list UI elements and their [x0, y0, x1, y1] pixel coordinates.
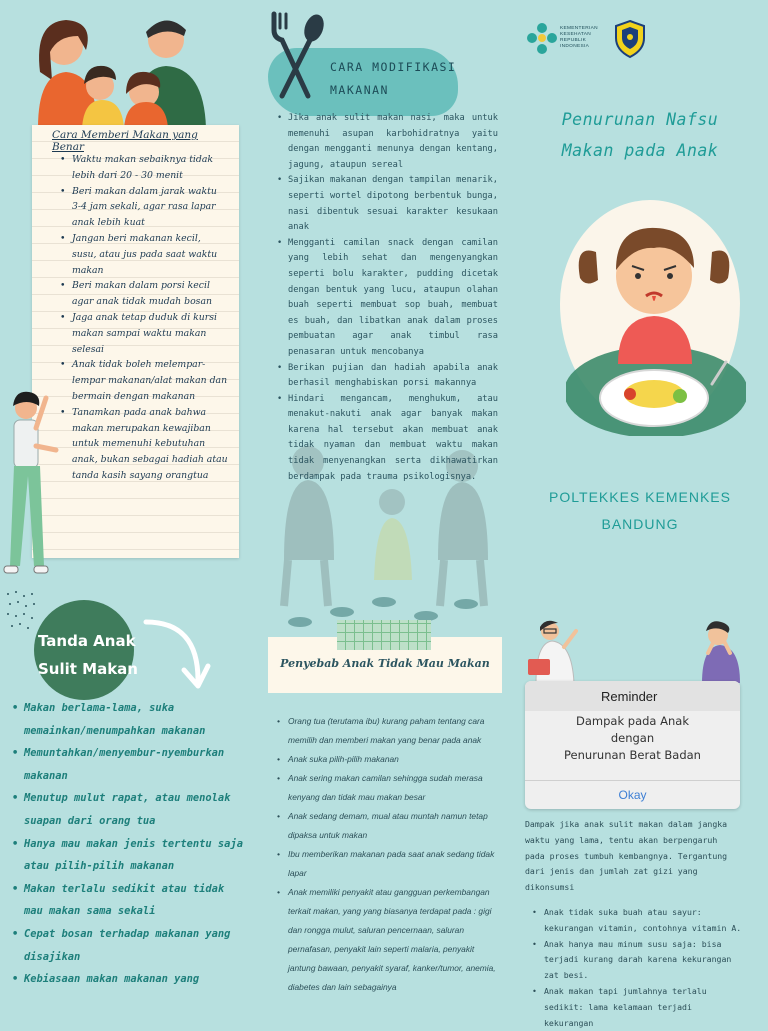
- logo-line: REPUBLIK: [560, 38, 587, 43]
- logo-line: INDONESIA: [560, 44, 590, 49]
- main-title: [530, 104, 750, 166]
- list-item: • Anak sering makan camilan sehingga sudah merasa kenyang dan tidak mau makan besar: [276, 769, 504, 807]
- list-item: • Anak tidak suka buah atau sayur: kekurangan vitamin, contohnya vitamin A.: [530, 905, 744, 937]
- main-title-line2: Makan pada Anak: [561, 141, 719, 160]
- kemenkes-logo-icon: [526, 22, 558, 56]
- feeding-tips-title: Cara Memberi Makan yang Benar: [52, 129, 198, 153]
- main-title-line1: Penurunan Nafsu: [561, 110, 719, 129]
- list-item: • Orang tua (terutama ibu) kurang paham tentang cara memilih dan memberi makan yang benar pada anak: [276, 712, 504, 750]
- grid-tape-decoration: [337, 620, 431, 650]
- list-item: • Memuntahkan/menyembur-nyemburkan makanan: [8, 742, 246, 787]
- doctor-illustration: [524, 617, 592, 683]
- list-item: • Anak sedang demam, mual atau muntah namun tetap dipaksa untuk makan: [276, 807, 504, 845]
- fork-spoon-icon: [266, 10, 330, 102]
- institution-line1: POLTEKKES KEMENKES: [549, 489, 731, 505]
- picky-eater-girl-illustration: [566, 214, 746, 436]
- list-item: • Waktu makan sebaiknya tidak lebih dari 20 - 30 menit: [58, 152, 228, 184]
- signs-list: [8, 697, 246, 991]
- list-item: • Menutup mulut rapat, atau menolak suapan dari orang tua: [8, 787, 246, 832]
- list-item: • Anak hanya mau minum susu saja: bisa terjadi kurang darah karena kekurangan zat besi.: [530, 937, 744, 984]
- logo-line: KEMENTERIAN: [560, 26, 598, 31]
- okay-button[interactable]: Okay: [618, 788, 647, 802]
- reminder-dialog: [525, 681, 740, 809]
- list-item: • Jaga anak tetap duduk di kursi makan sampai waktu makan selesai: [58, 310, 228, 357]
- signs-title-line1: Tanda Anak: [38, 632, 136, 650]
- reminder-line: Penurunan Berat Badan: [564, 748, 701, 762]
- modification-title-line2: MAKANAN: [330, 83, 389, 97]
- list-item: • Beri makan dalam porsi kecil agar anak tidak mudah bosan: [58, 278, 228, 310]
- list-item: • Anak tidak boleh melempar-lempar makanan/alat makan dan bermain dengan makanan: [58, 357, 228, 404]
- reminder-message: [535, 713, 730, 764]
- woman-illustration: [0, 388, 64, 594]
- logo-line: KESEHATAN: [560, 32, 592, 37]
- modification-title: [330, 56, 460, 102]
- causes-title: Penyebab Anak Tidak Mau Makan: [280, 657, 490, 670]
- family-illustration: [26, 12, 232, 128]
- list-item: • Tanamkan pada anak bahwa makan merupakan kewajiban untuk memenuhi kebutuhan anak, bukan sebagai hadiah atau tanda kasih sayang orangtua: [58, 405, 228, 484]
- impact-list: [530, 905, 744, 1031]
- curved-arrow-icon: [140, 612, 212, 694]
- list-item: • Mengganti camilan snack dengan camilan yang lebih sehat dan mengenyangkan seperti bolu karakter, pudding dicetak dengan bentuk yang lucu, ataupun olahan buah seperti membuat sop buah, membuat es buah, dan libatkan anak dalam proses pembuatan agar anak timbul rasa penasaran untuk mencobanya: [276, 236, 498, 361]
- signs-title-line2: Sulit Makan: [38, 660, 138, 678]
- impact-intro: Dampak jika anak sulit makan dalam jangka waktu yang lama, tentu akan berpengaruh pada proses tumbuh kembangnya. Tergantung dari jenis dan jumlah zat gizi yang dikonsumsi: [525, 819, 728, 893]
- modification-list: [276, 111, 498, 485]
- institution-name: [530, 484, 750, 538]
- list-item: • Anak makan tapi jumlahnya terlalu sedikit: lama kelamaan terjadi kekurangan: [530, 984, 744, 1031]
- reminder-line: Dampak pada Anak: [576, 714, 689, 728]
- modification-title-line1: CARA MODIFIKASI: [330, 60, 457, 74]
- list-item: • Hindari mengancam, menghukum, atau menakut-nakuti anak agar banyak makan karena hal tersebut akan membuat anak tidak nyaman dan membuat waktu makan tidak menyenangkan serta dikhawatirkan berdampak pada trauma psikologisnya.: [276, 392, 498, 486]
- poltekkes-logo-icon: [610, 19, 650, 59]
- list-item: • Cepat bosan terhadap makanan yang disajikan: [8, 923, 246, 968]
- list-item: • Jika anak sulit makan nasi, maka untuk memenuhi asupan karbohidratnya yaitu dengan mengganti menunya dengan kentang, jagung, ataupun sereal: [276, 111, 498, 173]
- list-item: • Makan berlama-lama, suka memainkan/menumpahkan makanan: [8, 697, 246, 742]
- list-item: • Anak memiliki penyakit atau gangguan perkembangan terkait makan, yang yang biasanya terdapat pada : gigi dan rongga mulut, saluran pencernaan, saluran pernafasan, penyakit lain seperti malaria, penyakit jantung bawaan, penyakit syaraf, kanker/tumor, anemia, diabetes dan lain sebagainya: [276, 883, 504, 997]
- institution-line2: BANDUNG: [601, 516, 679, 532]
- list-item: • Jangan beri makanan kecil, susu, atau jus pada saat waktu makan: [58, 231, 228, 278]
- list-item: • Anak suka pilih-pilih makanan: [276, 750, 504, 769]
- list-item: • Beri makan dalam jarak waktu 3-4 jam sekali, agar rasa lapar anak lebih kuat: [58, 184, 228, 231]
- feeding-tips-list: [58, 152, 228, 484]
- reminder-line: dengan: [610, 731, 655, 745]
- worried-man-illustration: [696, 617, 744, 683]
- list-item: • Hanya mau makan jenis tertentu saja atau pilih-pilih makanan: [8, 833, 246, 878]
- list-item: • Berikan pujian dan hadiah apabila anak berhasil menghabiskan porsi makannya: [276, 361, 498, 392]
- list-item: • Kebiasaan makan makanan yang: [8, 968, 246, 991]
- causes-list: [276, 712, 504, 997]
- list-item: • Makan terlalu sedikit atau tidak mau makan sama sekali: [8, 878, 246, 923]
- list-item: • Sajikan makanan dengan tampilan menarik, seperti wortel dipotong berbentuk bunga, nasi dibentuk sesuai karakter kesukaan anak: [276, 173, 498, 235]
- reminder-title: Reminder: [601, 689, 658, 704]
- list-item: • Ibu memberikan makanan pada saat anak sedang tidak lapar: [276, 845, 504, 883]
